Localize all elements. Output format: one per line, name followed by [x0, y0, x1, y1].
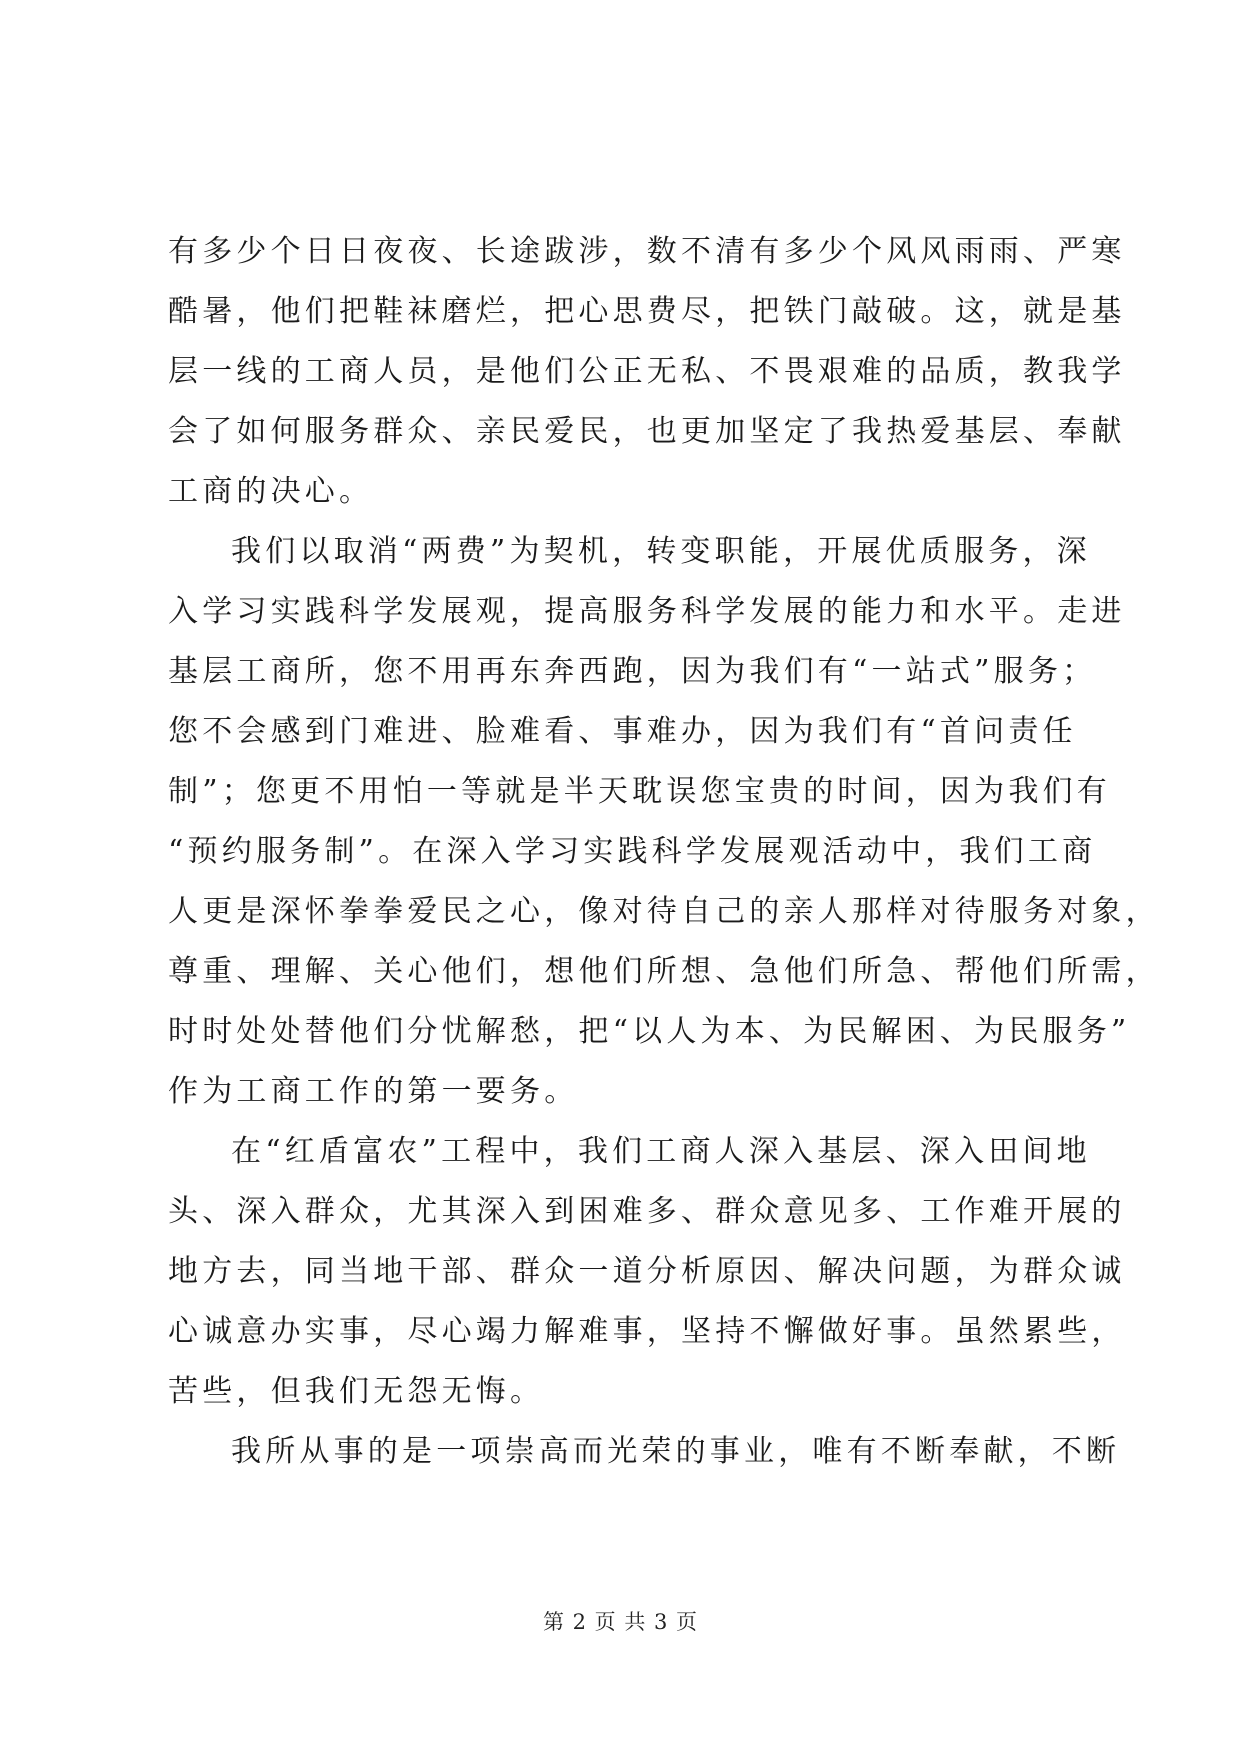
text-line: 头、深入群众，尤其深入到困难多、群众意见多、工作难开展的 — [168, 1194, 1126, 1229]
text-line: 人更是深怀拳拳爱民之心，像对待自己的亲人那样对待服务对象， — [168, 894, 1160, 929]
text-line: 您不会感到门难进、脸难看、事难办，因为我们有“首问责任 — [168, 714, 1077, 749]
text-line: 有多少个日日夜夜、长途跋涉，数不清有多少个风风雨雨、严寒 — [168, 234, 1126, 269]
paragraph-first-line: 我所从事的是一项崇高而光荣的事业，唯有不断奉献，不断 — [231, 1434, 1121, 1469]
text-line: 制”；您更不用怕一等就是半天耽误您宝贵的时间，因为我们有 — [168, 774, 1111, 809]
text-line: 酷暑，他们把鞋袜磨烂，把心思费尽，把铁门敲破。这，就是基 — [168, 294, 1126, 329]
text-line: 基层工商所，您不用再东奔西跑，因为我们有“一站式”服务； — [168, 654, 1097, 689]
text-line: 心诚意办实事，尽心竭力解难事，坚持不懈做好事。虽然累些， — [168, 1314, 1126, 1349]
text-line: 会了如何服务群众、亲民爱民，也更加坚定了我热爱基层、奉献 — [168, 414, 1126, 449]
text-line: 层一线的工商人员，是他们公正无私、不畏艰难的品质，教我学 — [168, 354, 1126, 389]
document-body — [168, 232, 1160, 1492]
text-line: “预约服务制”。在深入学习实践科学发展观活动中，我们工商 — [168, 834, 1097, 869]
paragraph-first-line: 我们以取消“两费”为契机，转变职能，开展优质服务，深 — [231, 534, 1091, 569]
text-line: 地方去，同当地干部、群众一道分析原因、解决问题，为群众诚 — [168, 1254, 1126, 1289]
text-line: 尊重、理解、关心他们，想他们所想、急他们所急、帮他们所需， — [168, 954, 1160, 989]
text-line: 时时处处替他们分忧解愁，把“以人为本、为民解困、为民服务” — [168, 1014, 1131, 1049]
text-line: 工商的决心。 — [168, 474, 374, 509]
paragraph-first-line: 在“红盾富农”工程中，我们工商人深入基层、深入田间地 — [231, 1134, 1091, 1169]
page-number-footer: 第 2 页 共 3 页 — [542, 1610, 699, 1634]
text-line: 作为工商工作的第一要务。 — [168, 1074, 579, 1109]
text-line: 苦些，但我们无怨无悔。 — [168, 1374, 545, 1409]
text-line: 入学习实践科学发展观，提高服务科学发展的能力和水平。走进 — [168, 594, 1126, 629]
